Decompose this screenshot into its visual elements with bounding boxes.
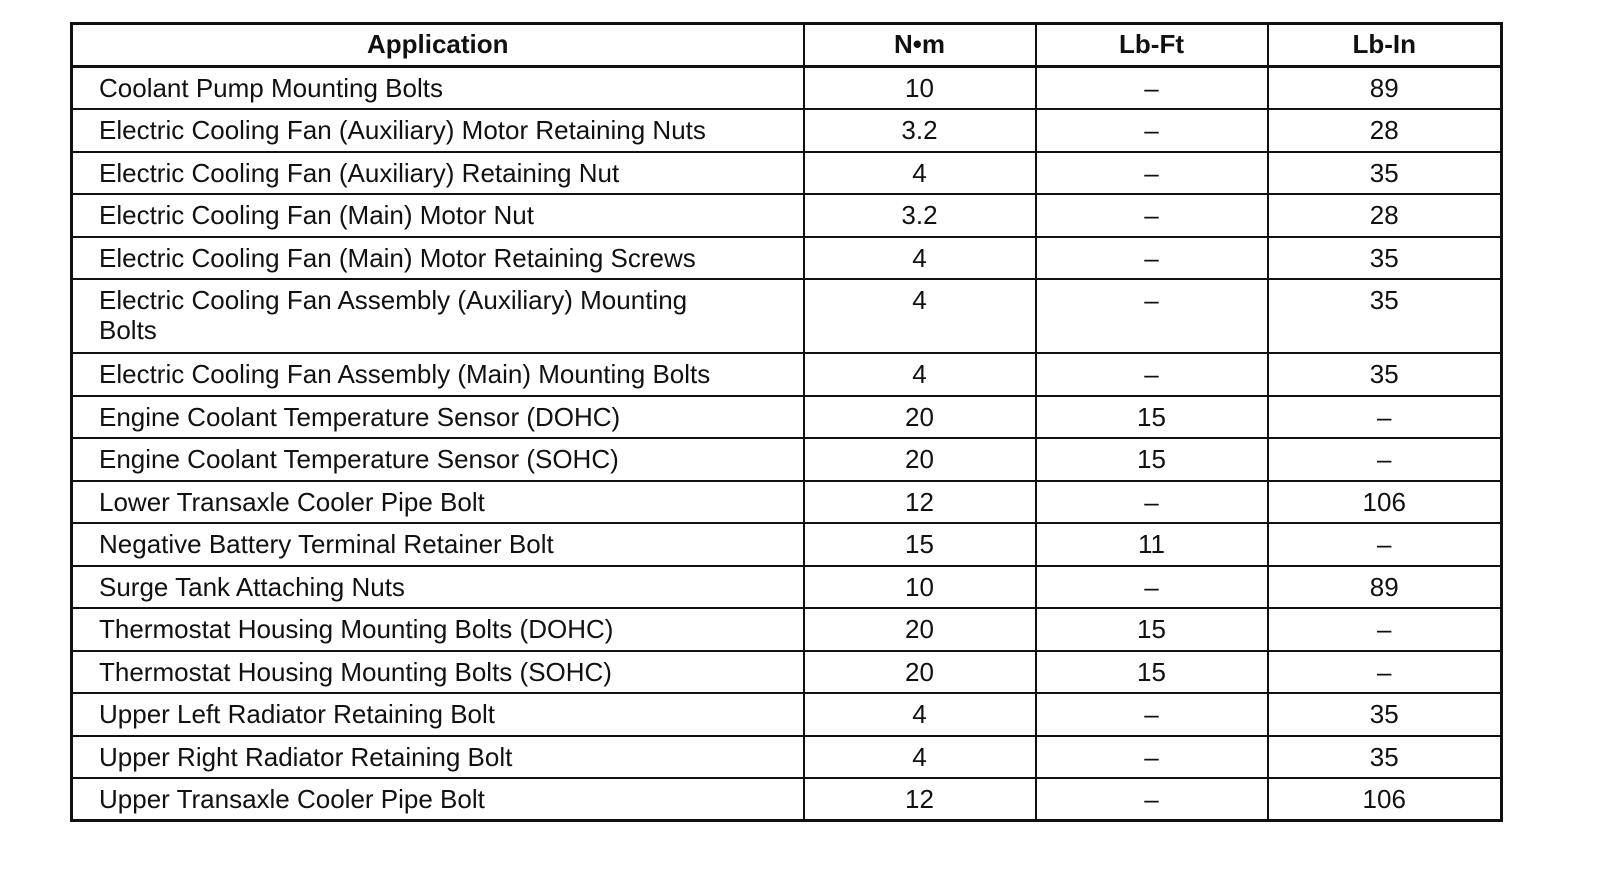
cell-nm: 4 [804,237,1036,280]
cell-lbft: 15 [1036,396,1268,439]
cell-lbft: – [1036,566,1268,609]
cell-lbin: 89 [1268,67,1502,110]
table-row [72,481,1502,524]
table-row [72,438,1502,481]
cell-lbin: – [1268,608,1502,651]
cell-lbft: – [1036,152,1268,195]
cell-lbin: 89 [1268,566,1502,609]
cell-lbin: 35 [1268,279,1502,353]
cell-lbft: 15 [1036,438,1268,481]
table-row [72,194,1502,237]
cell-nm: 12 [804,778,1036,821]
cell-application: Electric Cooling Fan (Auxiliary) Motor Retaining Nuts [72,109,804,152]
cell-nm: 20 [804,608,1036,651]
table-row [72,237,1502,280]
cell-nm: 4 [804,279,1036,353]
cell-lbin: 35 [1268,693,1502,736]
cell-application: Thermostat Housing Mounting Bolts (SOHC) [72,651,804,694]
cell-nm: 4 [804,693,1036,736]
cell-lbin: 35 [1268,353,1502,396]
cell-nm: 4 [804,736,1036,779]
cell-lbft: – [1036,778,1268,821]
cell-nm: 20 [804,438,1036,481]
cell-application: Thermostat Housing Mounting Bolts (DOHC) [72,608,804,651]
table-row [72,608,1502,651]
cell-lbin: – [1268,523,1502,566]
header-lbft: Lb-Ft [1036,24,1268,67]
cell-lbin: 28 [1268,109,1502,152]
header-application: Application [72,24,804,67]
cell-nm: 10 [804,566,1036,609]
cell-nm: 3.2 [804,109,1036,152]
cell-application: Electric Cooling Fan (Auxiliary) Retaining Nut [72,152,804,195]
cell-lbin: – [1268,396,1502,439]
cell-lbin: 35 [1268,152,1502,195]
cell-application: Electric Cooling Fan (Main) Motor Nut [72,194,804,237]
cell-lbft: – [1036,693,1268,736]
cell-application: Electric Cooling Fan Assembly (Auxiliary) Mounting Bolts [72,279,804,353]
cell-lbft: – [1036,481,1268,524]
cell-lbft: – [1036,67,1268,110]
cell-nm: 4 [804,353,1036,396]
table-row [72,67,1502,110]
table-row [72,523,1502,566]
table-row [72,736,1502,779]
cell-lbft: – [1036,279,1268,353]
cell-application: Upper Transaxle Cooler Pipe Bolt [72,778,804,821]
cell-lbin: 28 [1268,194,1502,237]
table-row [72,778,1502,821]
cell-nm: 20 [804,651,1036,694]
table-row [72,396,1502,439]
cell-lbin: 106 [1268,778,1502,821]
cell-nm: 10 [804,67,1036,110]
cell-lbin: – [1268,438,1502,481]
header-nm: N•m [804,24,1036,67]
cell-nm: 4 [804,152,1036,195]
table-row [72,566,1502,609]
table-header [72,24,1502,67]
cell-application: Upper Right Radiator Retaining Bolt [72,736,804,779]
header-lbin: Lb-In [1268,24,1502,67]
cell-lbin: 106 [1268,481,1502,524]
torque-specifications-table [70,22,1503,822]
cell-lbft: – [1036,237,1268,280]
cell-nm: 15 [804,523,1036,566]
cell-lbin: – [1268,651,1502,694]
table-row [72,152,1502,195]
cell-nm: 12 [804,481,1036,524]
cell-application: Upper Left Radiator Retaining Bolt [72,693,804,736]
header-row [72,24,1502,67]
table-row [72,651,1502,694]
table-row [72,109,1502,152]
cell-lbft: 15 [1036,651,1268,694]
cell-nm: 3.2 [804,194,1036,237]
table-row [72,353,1502,396]
cell-lbft: – [1036,194,1268,237]
cell-lbft: – [1036,109,1268,152]
cell-lbft: 15 [1036,608,1268,651]
cell-lbin: 35 [1268,736,1502,779]
table-row [72,279,1502,353]
table-row [72,693,1502,736]
cell-lbin: 35 [1268,237,1502,280]
cell-nm: 20 [804,396,1036,439]
cell-application: Electric Cooling Fan (Main) Motor Retaining Screws [72,237,804,280]
cell-application: Electric Cooling Fan Assembly (Main) Mounting Bolts [72,353,804,396]
cell-application: Negative Battery Terminal Retainer Bolt [72,523,804,566]
cell-lbft: 11 [1036,523,1268,566]
cell-application: Lower Transaxle Cooler Pipe Bolt [72,481,804,524]
cell-lbft: – [1036,353,1268,396]
table-body [72,67,1502,821]
cell-application: Engine Coolant Temperature Sensor (SOHC) [72,438,804,481]
cell-application: Surge Tank Attaching Nuts [72,566,804,609]
cell-application: Coolant Pump Mounting Bolts [72,67,804,110]
cell-lbft: – [1036,736,1268,779]
cell-application: Engine Coolant Temperature Sensor (DOHC) [72,396,804,439]
